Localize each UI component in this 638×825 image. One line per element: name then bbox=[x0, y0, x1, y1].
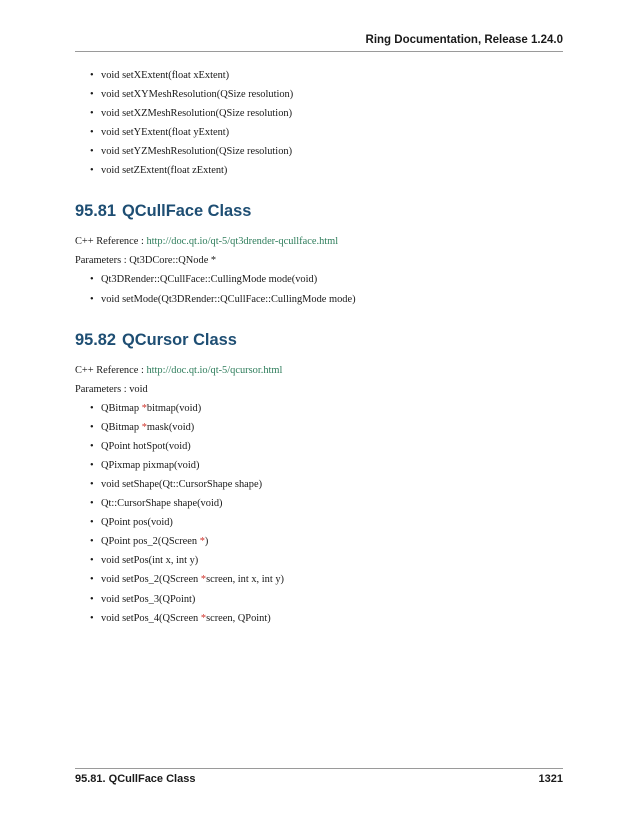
page-content bbox=[75, 69, 563, 631]
list-item: • void setYZMeshResolution(QSize resolution) bbox=[90, 146, 293, 158]
bullet: • bbox=[90, 555, 94, 567]
bullet: • bbox=[90, 108, 94, 120]
section-title: QCullFace Class bbox=[122, 202, 252, 221]
pointer-star: * bbox=[141, 402, 147, 414]
list-item: • void setMode(Qt3DRender::QCullFace::CullingMode mode) bbox=[90, 293, 356, 305]
list-item: • void setShape(Qt::CursorShape shape) bbox=[90, 478, 263, 490]
bullet: • bbox=[90, 517, 94, 529]
bullet: • bbox=[90, 165, 94, 177]
list-item: • void setXZMeshResolution(QSize resolution) bbox=[90, 108, 293, 120]
method-list-top bbox=[75, 69, 563, 177]
section-number: 95.81 bbox=[75, 202, 117, 221]
bullet: • bbox=[90, 593, 94, 605]
list-item: • void setPos(int x, int y) bbox=[90, 555, 199, 567]
bullet: • bbox=[90, 459, 94, 471]
bullet: • bbox=[90, 440, 94, 452]
list-item: • QPoint pos(void) bbox=[90, 517, 173, 529]
bullet: • bbox=[90, 70, 94, 81]
page-footer bbox=[75, 768, 563, 786]
footer-section: 95.81. QCullFace Class bbox=[75, 773, 196, 785]
pointer-star: * bbox=[141, 421, 147, 433]
section-heading-qcullface bbox=[75, 201, 563, 221]
bullet: • bbox=[90, 293, 94, 305]
parameters-line: Parameters : void bbox=[75, 383, 148, 395]
method-list-qcullface bbox=[75, 273, 563, 305]
section-number: 95.82 bbox=[75, 330, 117, 349]
method-list-qcursor bbox=[75, 402, 563, 625]
bullet: • bbox=[90, 127, 94, 139]
list-item: • void setXExtent(float xExtent) bbox=[90, 70, 230, 81]
list-item: • void setPos_2(QScreen *screen, int x, int y) bbox=[90, 574, 284, 586]
list-item: • QPoint pos_2(QScreen *) bbox=[90, 536, 209, 548]
list-item: • void setXYMeshResolution(QSize resolution) bbox=[90, 89, 294, 101]
page-number: 1321 bbox=[538, 773, 563, 785]
reference-link[interactable]: http://doc.qt.io/qt-5/qcursor.html bbox=[146, 364, 283, 376]
list-item: • QPoint hotSpot(void) bbox=[90, 440, 191, 452]
section-title: QCursor Class bbox=[122, 330, 237, 349]
list-item: • void setYExtent(float yExtent) bbox=[90, 127, 230, 139]
list-item: • Qt::CursorShape shape(void) bbox=[90, 498, 223, 510]
list-item: • void setZExtent(float zExtent) bbox=[90, 165, 228, 177]
list-item: • Qt3DRender::QCullFace::CullingMode mode(void) bbox=[90, 274, 318, 286]
pointer-star: * bbox=[199, 536, 205, 548]
bullet: • bbox=[90, 421, 94, 433]
bullet: • bbox=[90, 478, 94, 490]
list-item: • void setPos_3(QPoint) bbox=[90, 593, 196, 605]
bullet: • bbox=[90, 498, 94, 510]
parameters-line: Parameters : Qt3DCore::QNode * bbox=[75, 255, 217, 267]
reference-link[interactable]: http://doc.qt.io/qt-5/qt3drender-qcullface.html bbox=[146, 236, 339, 248]
bullet: • bbox=[90, 89, 94, 101]
cpp-reference: C++ Reference : http://doc.qt.io/qt-5/qcursor.html bbox=[75, 364, 283, 376]
document-title: Ring Documentation, Release 1.24.0 bbox=[365, 34, 563, 46]
list-item: • QPixmap pixmap(void) bbox=[90, 459, 200, 471]
bullet: • bbox=[90, 612, 94, 624]
list-item: • QBitmap *mask(void) bbox=[90, 421, 195, 433]
bullet: • bbox=[90, 274, 94, 286]
list-item: • QBitmap *bitmap(void) bbox=[90, 402, 202, 414]
bullet: • bbox=[90, 536, 94, 548]
bullet: • bbox=[90, 402, 94, 414]
section-heading-qcursor bbox=[75, 330, 563, 350]
bullet: • bbox=[90, 574, 94, 586]
bullet: • bbox=[90, 146, 94, 158]
cpp-reference: C++ Reference : http://doc.qt.io/qt-5/qt3drender-qcullface.html bbox=[75, 236, 339, 248]
pointer-star: * bbox=[200, 574, 207, 586]
pointer-star: * bbox=[200, 612, 207, 624]
page-header bbox=[75, 33, 563, 52]
list-item: • void setPos_4(QScreen *screen, QPoint) bbox=[90, 612, 271, 624]
